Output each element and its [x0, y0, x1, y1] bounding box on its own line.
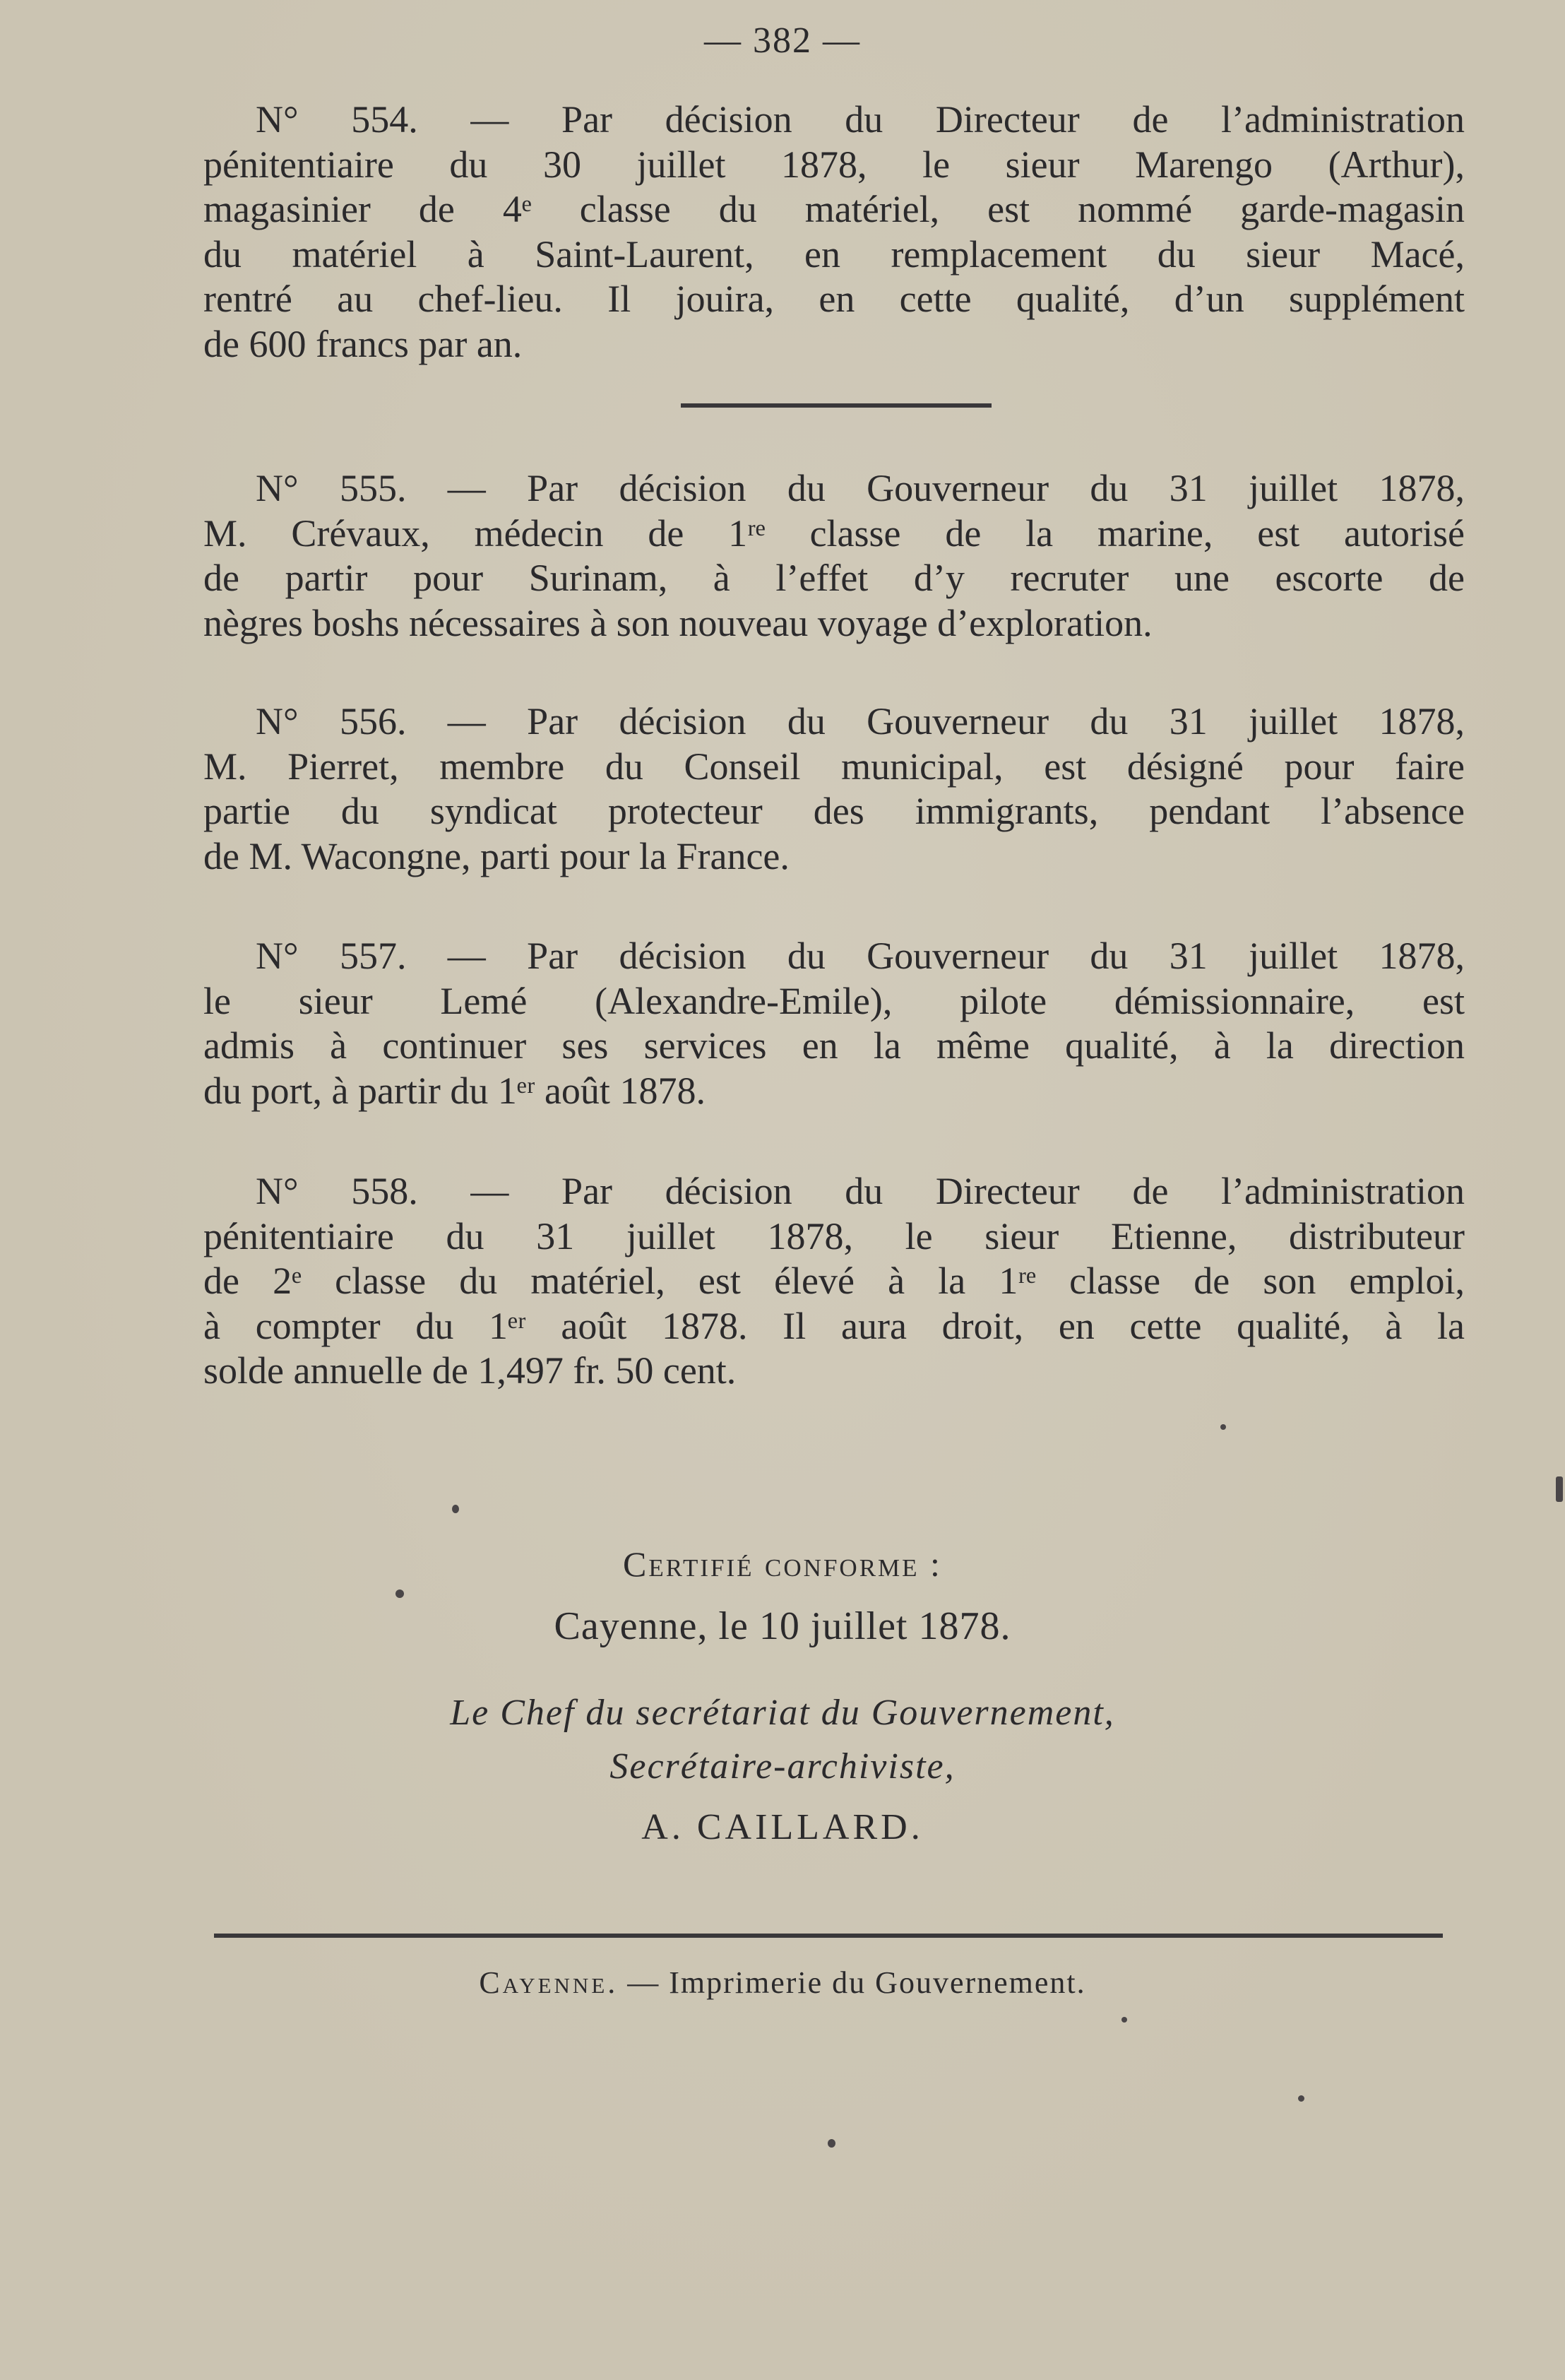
entry-line: N° 557. — Par décision du Gouverneur du 31 juillet 1878, — [256, 935, 1465, 977]
separator-rule — [681, 403, 992, 408]
entry-line: du port, à partir du 1ᵉʳ août 1878. — [203, 1069, 706, 1112]
entry-line: de M. Wacongne, parti pour la France. — [203, 834, 790, 877]
entry-line: pénitentiaire du 30 juillet 1878, le sieur Marengo (Arthur), — [203, 143, 1465, 186]
printer-footer — [0, 1965, 1565, 2001]
entry-line: N° 556. — Par décision du Gouverneur du 31 juillet 1878, — [256, 700, 1465, 742]
signatory-name: A. CAILLARD. — [641, 1807, 924, 1847]
entry-line: N° 558. — Par décision du Directeur de l’administration — [256, 1170, 1465, 1212]
paper-speck — [1220, 1424, 1226, 1430]
entry-line: du matériel à Saint-Laurent, en remplacement du sieur Macé, — [203, 232, 1465, 276]
entry-line: pénitentiaire du 31 juillet 1878, le sieur Etienne, distributeur — [203, 1214, 1465, 1257]
entry-555 — [203, 466, 1465, 646]
paper-speck — [1298, 2095, 1304, 2102]
footer-city: Cayenne. — [479, 1965, 619, 2000]
entry-557 — [203, 934, 1465, 1113]
entry-line: N° 554. — Par décision du Directeur de l’administration — [256, 98, 1465, 141]
entry-line: solde annuelle de 1,497 fr. 50 cent. — [203, 1349, 737, 1392]
entry-line: M. Pierret, membre du Conseil municipal, est désigné pour faire — [203, 745, 1465, 788]
entry-line: rentré au chef-lieu. Il jouira, en cette qualité, d’un supplément — [203, 278, 1465, 320]
entry-554 — [203, 97, 1465, 367]
certification-heading — [0, 1544, 1565, 1585]
paper-speck — [395, 1589, 404, 1598]
entry-line: partie du syndicat protecteur des immigrants, pendant l’absence — [203, 790, 1465, 832]
entry-paragraph — [203, 934, 1465, 1113]
entry-line: de partir pour Surinam, à l’effet d’y recruter une escorte de — [203, 557, 1465, 599]
entry-line: de 2ᵉ classe du matériel, est élevé à la 1ʳᵉ classe de son emploi, — [203, 1260, 1465, 1302]
certification-date: Cayenne, le 10 juillet 1878. — [554, 1604, 1011, 1648]
entry-558 — [203, 1169, 1465, 1394]
entry-line: nègres boshs nécessaires à son nouveau voyage d’exploration. — [203, 601, 1153, 644]
entry-paragraph — [203, 97, 1465, 367]
entry-line: admis à continuer ses services en la même qualité, à la direction — [203, 1024, 1465, 1067]
page-number: — 382 — — [704, 20, 861, 61]
entry-line: à compter du 1ᵉʳ août 1878. Il aura droit, en cette qualité, à la — [203, 1304, 1465, 1347]
entry-line: le sieur Lemé (Alexandre-Emile), pilote démissionnaire, est — [203, 979, 1465, 1022]
footer-rule — [214, 1934, 1443, 1938]
edge-mark — [1556, 1476, 1563, 1502]
entry-paragraph — [203, 1169, 1465, 1394]
signatory-title: Le Chef du secrétariat du Gouvernement, — [450, 1693, 1115, 1733]
entry-line: M. Crévaux, médecin de 1ʳᵉ classe de la marine, est autorisé — [203, 511, 1465, 555]
paper-speck — [452, 1505, 459, 1513]
paper-speck — [828, 2139, 835, 2148]
footer-printer: — Imprimerie du Gouvernement. — [627, 1965, 1086, 2000]
entry-line: magasinier de 4ᵉ classe du matériel, est nommé garde-magasin — [203, 188, 1465, 230]
entry-556 — [203, 699, 1465, 879]
entry-line: N° 555. — Par décision du Gouverneur du 31 juillet 1878, — [256, 467, 1465, 509]
entry-paragraph — [203, 466, 1465, 646]
entry-line: de 600 francs par an. — [203, 322, 523, 365]
certification-text: Certifié conforme : — [623, 1544, 942, 1584]
signatory-subtitle: Secrétaire-archiviste, — [609, 1746, 956, 1787]
paper-speck — [1121, 2017, 1127, 2023]
entry-paragraph — [203, 699, 1465, 879]
